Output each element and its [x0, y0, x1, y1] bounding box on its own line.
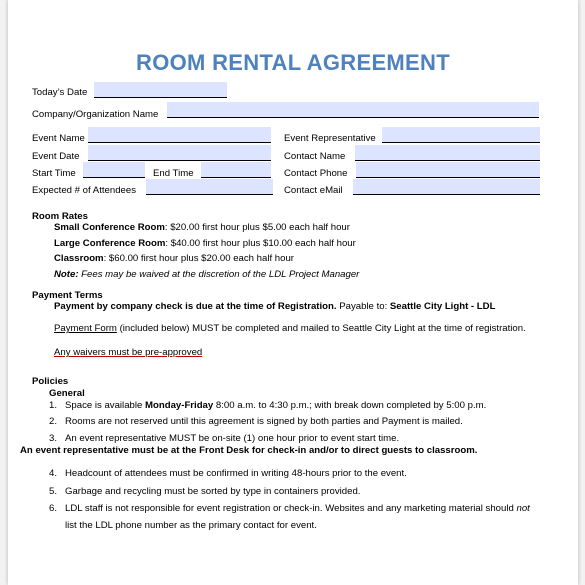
event-rep-label: Event Representative — [284, 133, 376, 144]
event-name-label: Event Name — [32, 133, 85, 144]
policy-days: Monday-Friday — [145, 400, 214, 411]
event-name-field[interactable] — [88, 127, 271, 143]
policy-text: Space is available — [65, 400, 145, 411]
rate-row-classroom — [54, 253, 294, 265]
policy-item-3: An event representative MUST be on-site (1) one hour prior to event start time. — [65, 433, 400, 444]
policy-num: 3. — [49, 433, 58, 444]
contact-email-label: Contact eMail — [284, 185, 343, 196]
policy-emphasis: not — [516, 503, 530, 514]
end-time-label: End Time — [153, 168, 194, 179]
company-label: Company/Organization Name — [32, 109, 159, 120]
note-label: Note: — [54, 269, 79, 280]
policy-hours: 8:00 a.m. to 4:30 p.m.; with break down completed by 5:00 p.m. — [213, 400, 487, 411]
attendees-field[interactable] — [146, 179, 273, 195]
contact-phone-field[interactable] — [356, 162, 540, 178]
contact-phone-label: Contact Phone — [284, 168, 348, 179]
policy-text: LDL staff is not responsible for event registration or check-in. Websites and any marketing material should — [65, 503, 517, 514]
policy-num: 4. — [49, 468, 58, 479]
policy-item-6 — [65, 503, 530, 515]
rate-note — [54, 269, 359, 281]
document-page — [8, 0, 578, 585]
contact-name-label: Contact Name — [284, 151, 346, 162]
payable-to-text: Payable to: — [336, 301, 390, 312]
payee-name: Seattle City Light - LDL — [389, 301, 496, 312]
policy-item-4: Headcount of attendees must be confirmed in writing 48-hours prior to the event. — [65, 468, 407, 479]
rate-row-large — [54, 238, 356, 250]
front-desk-notice: An event representative must be at the Front Desk for check-in and/or to direct guests to classroom. — [20, 445, 478, 456]
policies-heading: Policies — [32, 376, 69, 387]
rate-row-small — [54, 222, 350, 234]
payment-form-link[interactable]: Payment Form — [54, 323, 117, 334]
policy-num: 6. — [49, 503, 58, 514]
policy-item-1 — [65, 400, 486, 412]
payment-line-2 — [54, 323, 526, 335]
room-rates-heading: Room Rates — [32, 211, 88, 222]
attendees-label: Expected # of Attendees — [32, 185, 137, 196]
payment-due-text: Payment by company check is due at the time of Registration. — [54, 301, 337, 312]
contact-email-field[interactable] — [353, 179, 540, 195]
company-field[interactable] — [167, 102, 539, 118]
note-text: Fees may be waived at the discretion of the LDL Project Manager — [78, 269, 360, 280]
payment-form-text: (included below) MUST be completed and mailed to Seattle City Light at the time of registration. — [116, 323, 526, 334]
policy-num: 2. — [49, 416, 58, 427]
policy-item-5: Garbage and recycling must be sorted by type in containers provided. — [65, 486, 361, 497]
rate-label: Classroom — [54, 253, 104, 264]
payment-line-1 — [54, 301, 495, 313]
event-date-field[interactable] — [88, 145, 271, 161]
general-subheading: General — [49, 388, 85, 399]
start-time-label: Start Time — [32, 168, 76, 179]
start-time-field[interactable] — [83, 162, 145, 178]
payment-heading: Payment Terms — [32, 290, 103, 301]
rate-text: : $40.00 first hour plus $10.00 each half hour — [165, 238, 356, 249]
todays-date-field[interactable] — [94, 82, 227, 98]
policy-item-6-continued: list the LDL phone number as the primary contact for event. — [65, 520, 317, 531]
event-date-label: Event Date — [32, 151, 80, 162]
policy-item-2: Rooms are not reserved until this agreement is signed by both parties and Payment is mailed. — [65, 416, 463, 427]
todays-date-label: Today’s Date — [32, 87, 88, 98]
rate-text: : $60.00 first hour plus $20.00 each half hour — [103, 253, 294, 264]
waivers-text: Any waivers must be pre-approved — [54, 347, 203, 358]
event-rep-field[interactable] — [382, 127, 540, 143]
page-title: ROOM RENTAL AGREEMENT — [136, 50, 450, 75]
policy-num: 1. — [49, 400, 58, 411]
rate-text: : $20.00 first hour plus $5.00 each half hour — [164, 222, 350, 233]
end-time-field[interactable] — [201, 162, 271, 178]
contact-name-field[interactable] — [355, 145, 540, 161]
rate-label: Large Conference Room — [54, 238, 166, 249]
policy-num: 5. — [49, 486, 58, 497]
rate-label: Small Conference Room — [54, 222, 165, 233]
